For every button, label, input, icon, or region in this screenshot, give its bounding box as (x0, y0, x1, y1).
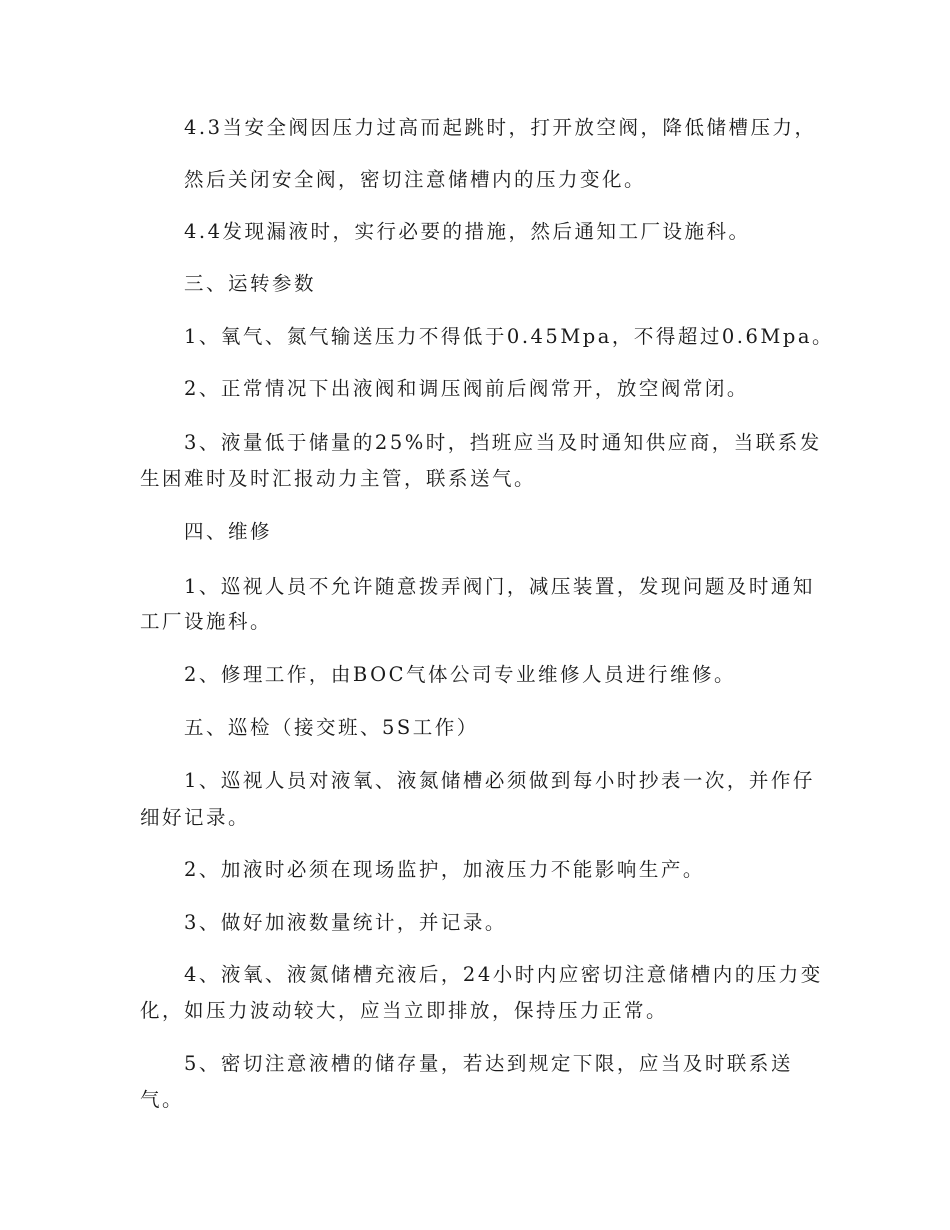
maintenance-item-1-line-1: 1、巡视人员不允许随意拨弄阀门，减压装置，发现问题及时通知 (184, 575, 815, 598)
inspection-item-2: 2、加液时必须在现场监护，加液压力不能影响生产。 (184, 858, 705, 881)
inspection-item-5-line-1: 5、密切注意液槽的储存量，若达到规定下限，应当及时联系送 (184, 1052, 793, 1075)
section-heading-maintenance: 四、维修 (184, 520, 273, 543)
paragraph-4-3-line-1: 4.3当安全阀因压力过高而起跳时，打开放空阀，降低储槽压力， (184, 116, 817, 139)
parameters-item-2: 2、正常情况下出液阀和调压阀前后阀常开，放空阀常闭。 (184, 377, 749, 400)
inspection-item-4-line-1: 4、液氧、液氮储槽充液后，24小时内应密切注意储槽内的压力变 (184, 963, 823, 986)
maintenance-item-2: 2、修理工作，由BOC气体公司专业维修人员进行维修。 (184, 663, 737, 686)
inspection-item-5-line-2: 气。 (140, 1088, 185, 1111)
paragraph-4-4: 4.4发现漏液时，实行必要的措施，然后通知工厂设施科。 (184, 220, 751, 243)
inspection-item-4-line-2: 化，如压力波动较大，应当立即排放，保持压力正常。 (140, 999, 669, 1022)
section-heading-inspection: 五、巡检（接交班、5S工作） (184, 716, 479, 739)
parameters-item-3-line-1: 3、液量低于储量的25%时，挡班应当及时通知供应商，当联系发 (184, 431, 822, 454)
parameters-item-1: 1、氧气、氮气输送压力不得低于0.45Mpa，不得超过0.6Mpa。 (184, 325, 834, 348)
inspection-item-1-line-1: 1、巡视人员对液氧、液氮储槽必须做到每小时抄表一次，并作仔 (184, 769, 815, 792)
section-heading-operating-parameters: 三、运转参数 (184, 272, 317, 295)
maintenance-item-1-line-2: 工厂设施科。 (140, 610, 273, 633)
inspection-item-3: 3、做好加液数量统计，并记录。 (184, 911, 507, 934)
parameters-item-3-line-2: 生困难时及时汇报动力主管，联系送气。 (140, 467, 537, 490)
paragraph-4-3-line-2: 然后关闭安全阀，密切注意储槽内的压力变化。 (184, 168, 647, 191)
inspection-item-1-line-2: 细好记录。 (140, 806, 251, 829)
